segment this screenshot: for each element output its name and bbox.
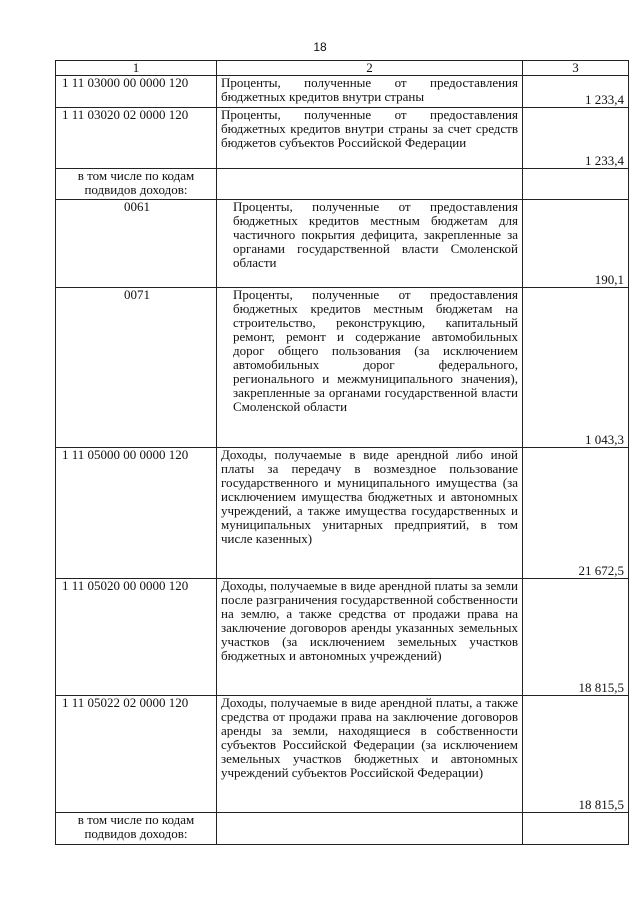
page-number: 18: [313, 40, 327, 54]
revenue-code: 1 11 05020 00 0000 120: [56, 579, 217, 696]
table-row: [56, 76, 629, 108]
column-header-code: 1: [56, 61, 217, 76]
revenue-amount: 190,1: [523, 200, 629, 288]
revenue-description: Доходы, получаемые в виде арендной платы за земли после разграничения государственной собственности на землю, а также средства от продажи права на заключение договоров аренды указанных земельных участков (за исключением земельных участков бюджетных и автономных учреждений): [217, 579, 523, 696]
revenue-description: [217, 169, 523, 200]
revenue-code: 1 11 05000 00 0000 120: [56, 448, 217, 579]
table-row: [56, 448, 629, 579]
table-row: [56, 696, 629, 813]
table-header-row: [56, 61, 629, 76]
table-row: [56, 169, 629, 200]
revenue-code: 1 11 05022 02 0000 120: [56, 696, 217, 813]
revenue-amount: 1 043,3: [523, 288, 629, 448]
revenue-description: [217, 813, 523, 845]
budget-revenue-table: [55, 60, 629, 845]
table-row: [56, 813, 629, 845]
table-row: [56, 200, 629, 288]
revenue-amount: 1 233,4: [523, 76, 629, 108]
column-header-description: 2: [217, 61, 523, 76]
revenue-code: 1 11 03020 02 0000 120: [56, 108, 217, 169]
table-row: [56, 579, 629, 696]
revenue-description: Проценты, полученные от предоставления бюджетных кредитов внутри страны: [217, 76, 523, 108]
revenue-description: Доходы, получаемые в виде арендной платы, а также средства от продажи права на заключение договоров аренды за земли, находящиеся в собственности субъектов Российской Федерации (за исключением земельных участков бюджетных и автономных учреждений субъектов Российской Федерации): [217, 696, 523, 813]
revenue-amount: [523, 169, 629, 200]
subtype-code: 0071: [56, 288, 217, 448]
table-row: [56, 288, 629, 448]
subtype-caption: в том числе по кодам подвидов доходов:: [56, 813, 217, 845]
revenue-description: Проценты, полученные от предоставления бюджетных кредитов местным бюджетам на строительство, реконструкцию, капитальный ремонт, ремонт и содержание автомобильных дорог общего пользования (за исключением автомобильных дорог федерального, регионального и межмуниципального значения), закрепленные за органами государственной власти Смоленской области: [217, 288, 523, 448]
revenue-amount: 1 233,4: [523, 108, 629, 169]
column-header-amount: 3: [523, 61, 629, 76]
revenue-code: 1 11 03000 00 0000 120: [56, 76, 217, 108]
subtype-caption: в том числе по кодам подвидов доходов:: [56, 169, 217, 200]
revenue-amount: [523, 813, 629, 845]
revenue-amount: 21 672,5: [523, 448, 629, 579]
subtype-code: 0061: [56, 200, 217, 288]
revenue-description: Проценты, полученные от предоставления бюджетных кредитов местным бюджетам для частичного покрытия дефицита, закрепленные за органами государственной власти Смоленской области: [217, 200, 523, 288]
revenue-description: Доходы, получаемые в виде арендной либо иной платы за передачу в возмездное пользование государственного и муниципального имущества (за исключением имущества бюджетных и автономных учреждений, а также имущества государственных и муниципальных унитарных предприятий, в том числе казенных): [217, 448, 523, 579]
revenue-description: Проценты, полученные от предоставления бюджетных кредитов внутри страны за счет средств бюджетов субъектов Российской Федерации: [217, 108, 523, 169]
revenue-amount: 18 815,5: [523, 579, 629, 696]
revenue-amount: 18 815,5: [523, 696, 629, 813]
table-row: [56, 108, 629, 169]
